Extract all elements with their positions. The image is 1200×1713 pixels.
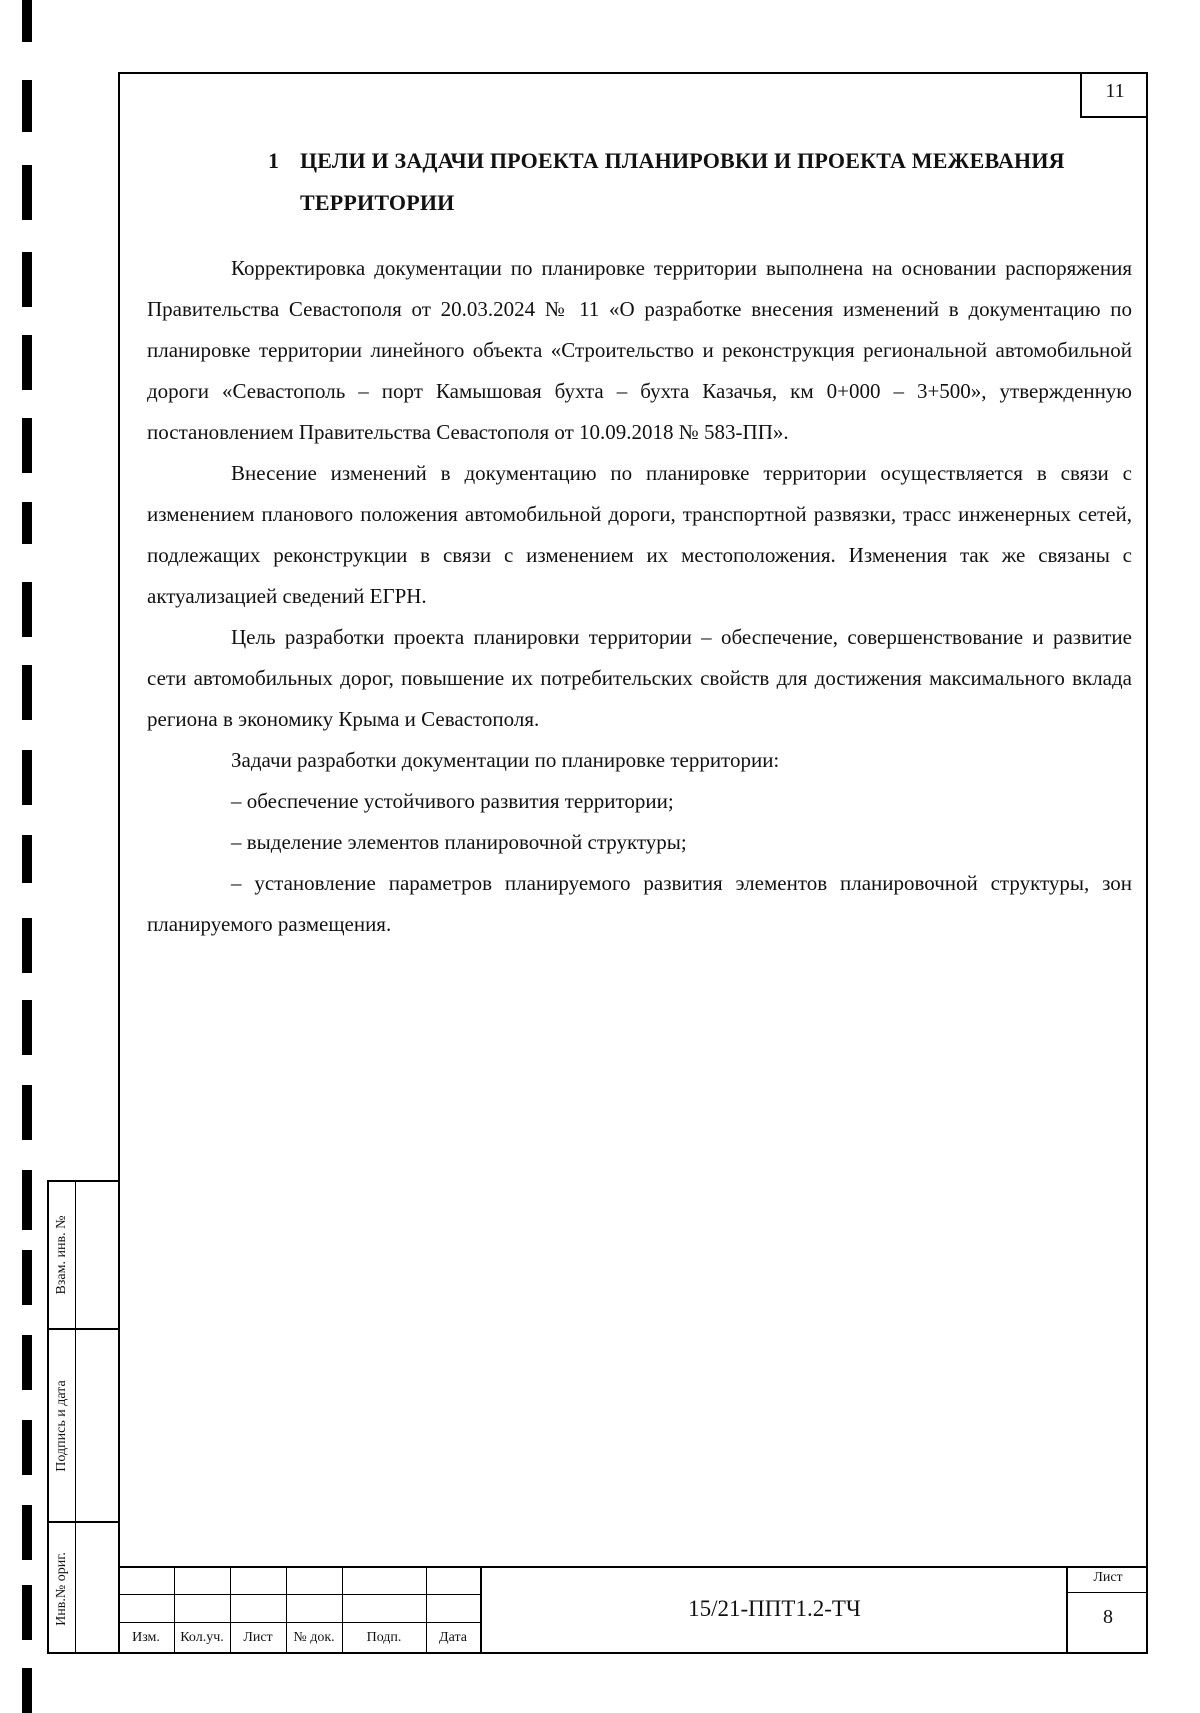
revision-grid [118, 1568, 482, 1654]
paragraph: Задачи разработки документации по планировке территории: [231, 748, 780, 772]
binding-mark [22, 1668, 32, 1713]
col-no-dok: № док. [293, 1630, 335, 1645]
binding-mark [22, 418, 32, 473]
document-code-text: 15/21-ППТ1.2-ТЧ [688, 1596, 861, 1621]
body-text [147, 248, 1132, 945]
list-item: – обеспечение устойчивого развития территории; [231, 789, 674, 813]
sheet-number: 8 [1103, 1606, 1113, 1628]
side-cell-podpis-data [49, 1330, 118, 1523]
paragraph: Внесение изменений в документацию по планировке территории осуществляется в связи с изменением планового положения автомобильной дороги, транспортной развязки, трасс инженерных сетей, подлежащих реконструкции в связи с изменением их местоположения. Изменения так же связаны с актуализацией сведений ЕГРН. [147, 461, 1132, 608]
col-kol-uch: Кол.уч. [180, 1630, 224, 1645]
binding-mark [22, 1000, 32, 1055]
binding-mark [22, 502, 32, 544]
binding-mark [22, 165, 32, 220]
vzam-inv-label: Взам. инв. № [54, 1215, 69, 1295]
binding-mark [22, 835, 32, 883]
binding-mark [22, 1170, 32, 1230]
list-item: – выделение элементов планировочной структуры; [231, 830, 687, 854]
side-stamp [47, 1180, 118, 1654]
title-block [118, 1566, 1148, 1654]
binding-mark [22, 1085, 32, 1140]
section-number: 1 [268, 148, 280, 173]
col-list: Лист [243, 1630, 273, 1645]
sheet-box [1066, 1568, 1148, 1654]
binding-mark [22, 1505, 32, 1560]
binding-mark [22, 252, 32, 307]
binding-mark [22, 335, 32, 390]
binding-mark [22, 0, 32, 42]
inv-orig-label: Инв.№ ориг. [54, 1551, 69, 1626]
col-data: Дата [439, 1630, 467, 1645]
binding-mark [22, 582, 32, 637]
corner-page-number: 11 [1105, 80, 1125, 102]
sheet-label: Лист [1068, 1570, 1148, 1593]
col-podp: Подп. [366, 1630, 402, 1645]
col-izm: Изм. [132, 1630, 160, 1645]
side-cell-vzam-inv [49, 1182, 118, 1330]
binding-mark [22, 665, 32, 720]
binding-mark [22, 750, 32, 805]
podpis-data-label: Подпись и дата [54, 1379, 69, 1472]
binding-mark [22, 1585, 32, 1640]
corner-page-box [1080, 72, 1148, 118]
paragraph: Цель разработки проекта планировки территории – обеспечение, совершенствование и развитие сети автомобильных дорог, повышение их потребительских свойств для достижения максимального вклада региона в экономику Крыма и Севастополя. [147, 625, 1132, 731]
binding-mark [22, 918, 32, 973]
binding-mark [22, 80, 32, 132]
binding-mark [22, 1420, 32, 1475]
paragraph: Корректировка документации по планировке территории выполнена на основании распоряжения Правительства Севастополя от 20.03.2024 № 11 «О разработке внесения изменений в документацию по планировке территории линейного объекта «Строительство и реконструкция региональной автомобильной дороги «Севастополь – порт Камышовая бухта – бухта Казачья, км 0+000 – 3+500», утвержденную постановлением Правительства Севастополя от 10.09.2018 № 583-ПП». [147, 256, 1132, 444]
list-item: – установление параметров планируемого развития элементов планировочной структуры, зон планируемого размещения. [147, 871, 1132, 936]
document-code [482, 1568, 1067, 1654]
side-cell-inv-orig [49, 1523, 118, 1654]
binding-mark [22, 1250, 32, 1305]
binding-mark [22, 1335, 32, 1390]
section-title: ЦЕЛИ И ЗАДАЧИ ПРОЕКТА ПЛАНИРОВКИ И ПРОЕКТА МЕЖЕВАНИЯ ТЕРРИТОРИИ [300, 148, 1065, 215]
